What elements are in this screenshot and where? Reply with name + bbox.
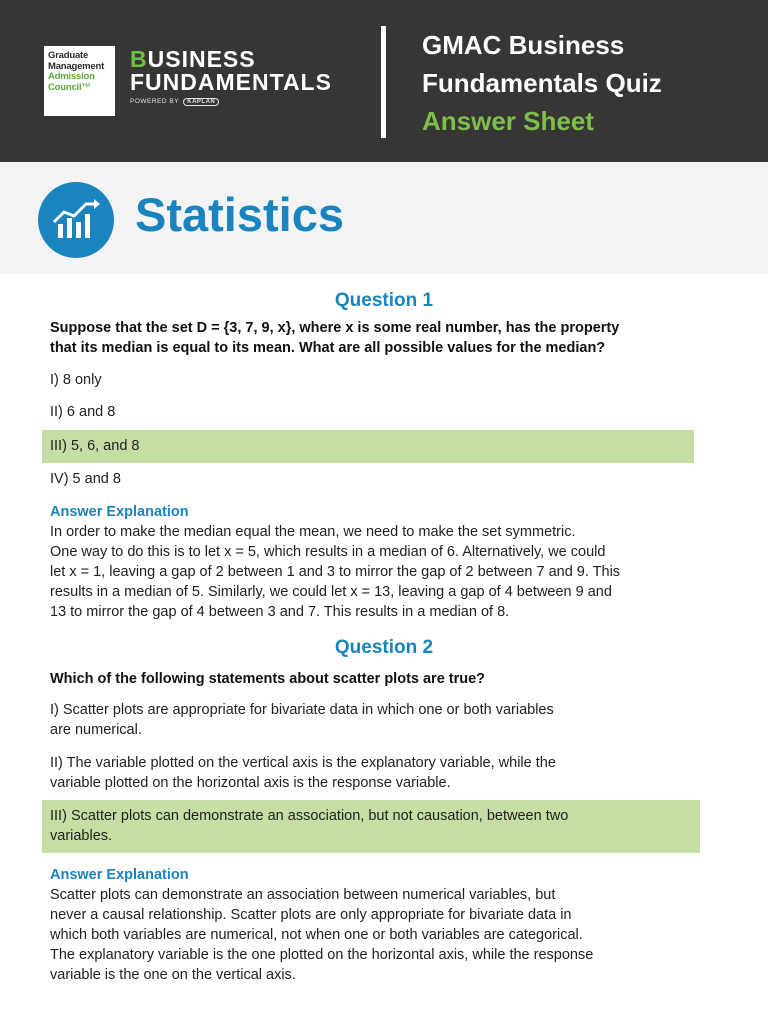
section-title: Statistics bbox=[135, 188, 344, 241]
gmac-logo-line: Council™ bbox=[48, 81, 91, 93]
question-2-prompt: Which of the following statements about scatter plots are true? bbox=[50, 671, 486, 687]
brand-line-2: FUNDAMENTALS bbox=[130, 69, 332, 95]
option-correct: III) Scatter plots can demonstrate an association, but not causation, between two variables. bbox=[50, 808, 569, 844]
option: II) The variable plotted on the vertical axis is the explanatory variable, while the variable plotted on the horizontal axis is the response variable. bbox=[50, 755, 556, 791]
question-1-heading: Question 1 bbox=[334, 290, 434, 311]
business-fundamentals-logo bbox=[130, 48, 332, 106]
header-title-line: Fundamentals Quiz bbox=[422, 68, 662, 98]
powered-by-kaplan: POWERED BY KAPLAN bbox=[130, 98, 332, 106]
option: I) 8 only bbox=[50, 372, 102, 388]
header-title bbox=[422, 26, 662, 140]
question-2-heading: Question 2 bbox=[334, 637, 434, 658]
gmac-logo-line: Admission bbox=[48, 71, 95, 82]
header-divider bbox=[381, 26, 386, 138]
gmac-logo-line: Management bbox=[48, 60, 105, 72]
page-header bbox=[0, 0, 768, 162]
gmac-logo-line: Graduate bbox=[48, 50, 89, 61]
header-subtitle: Answer Sheet bbox=[422, 106, 594, 136]
answer-explanation-heading: Answer Explanation bbox=[50, 504, 189, 520]
option: II) 6 and 8 bbox=[50, 404, 116, 420]
answer-explanation-text: In order to make the median equal the mean, we need to make the set symmetric. One way to do this is to let x = 5, which results in a median of 6. Alternatively, we could let x = 1, leaving a gap of 2 between 1 and 3 to mirror the gap of 2 between 7 and 9. This results in a median of 5. Similarly, we could let x = 13, leaving a gap of 4 between 9 and 13 to mirror the gap of 4 between 3 and 7. This results in a median of 8. bbox=[50, 524, 621, 620]
question-1-prompt: Suppose that the set D = {3, 7, 9, x}, where x is some real number, has the property that its median is equal to its mean. What are all possible values for the median? bbox=[50, 320, 620, 356]
answer-explanation-text: Scatter plots can demonstrate an association between numerical variables, but never a causal relationship. Scatter plots are only appropriate for bivariate data in which both variables are numerical, not when one or both variables are categorical. The explanatory variable is the one plotted on the horizontal axis, while the response variable is the one on the vertical axis. bbox=[50, 887, 594, 983]
option: IV) 5 and 8 bbox=[50, 471, 121, 487]
option: I) Scatter plots are appropriate for bivariate data in which one or both variables are numerical. bbox=[50, 702, 554, 738]
gmac-logo bbox=[44, 46, 115, 116]
option-correct: III) 5, 6, and 8 bbox=[50, 438, 140, 454]
header-title-line: GMAC Business bbox=[422, 30, 625, 60]
brand-line-1: BUSINESS bbox=[130, 46, 256, 72]
answer-explanation-heading: Answer Explanation bbox=[50, 867, 189, 883]
section-banner bbox=[0, 162, 768, 274]
bar-chart-trend-icon bbox=[38, 182, 114, 258]
